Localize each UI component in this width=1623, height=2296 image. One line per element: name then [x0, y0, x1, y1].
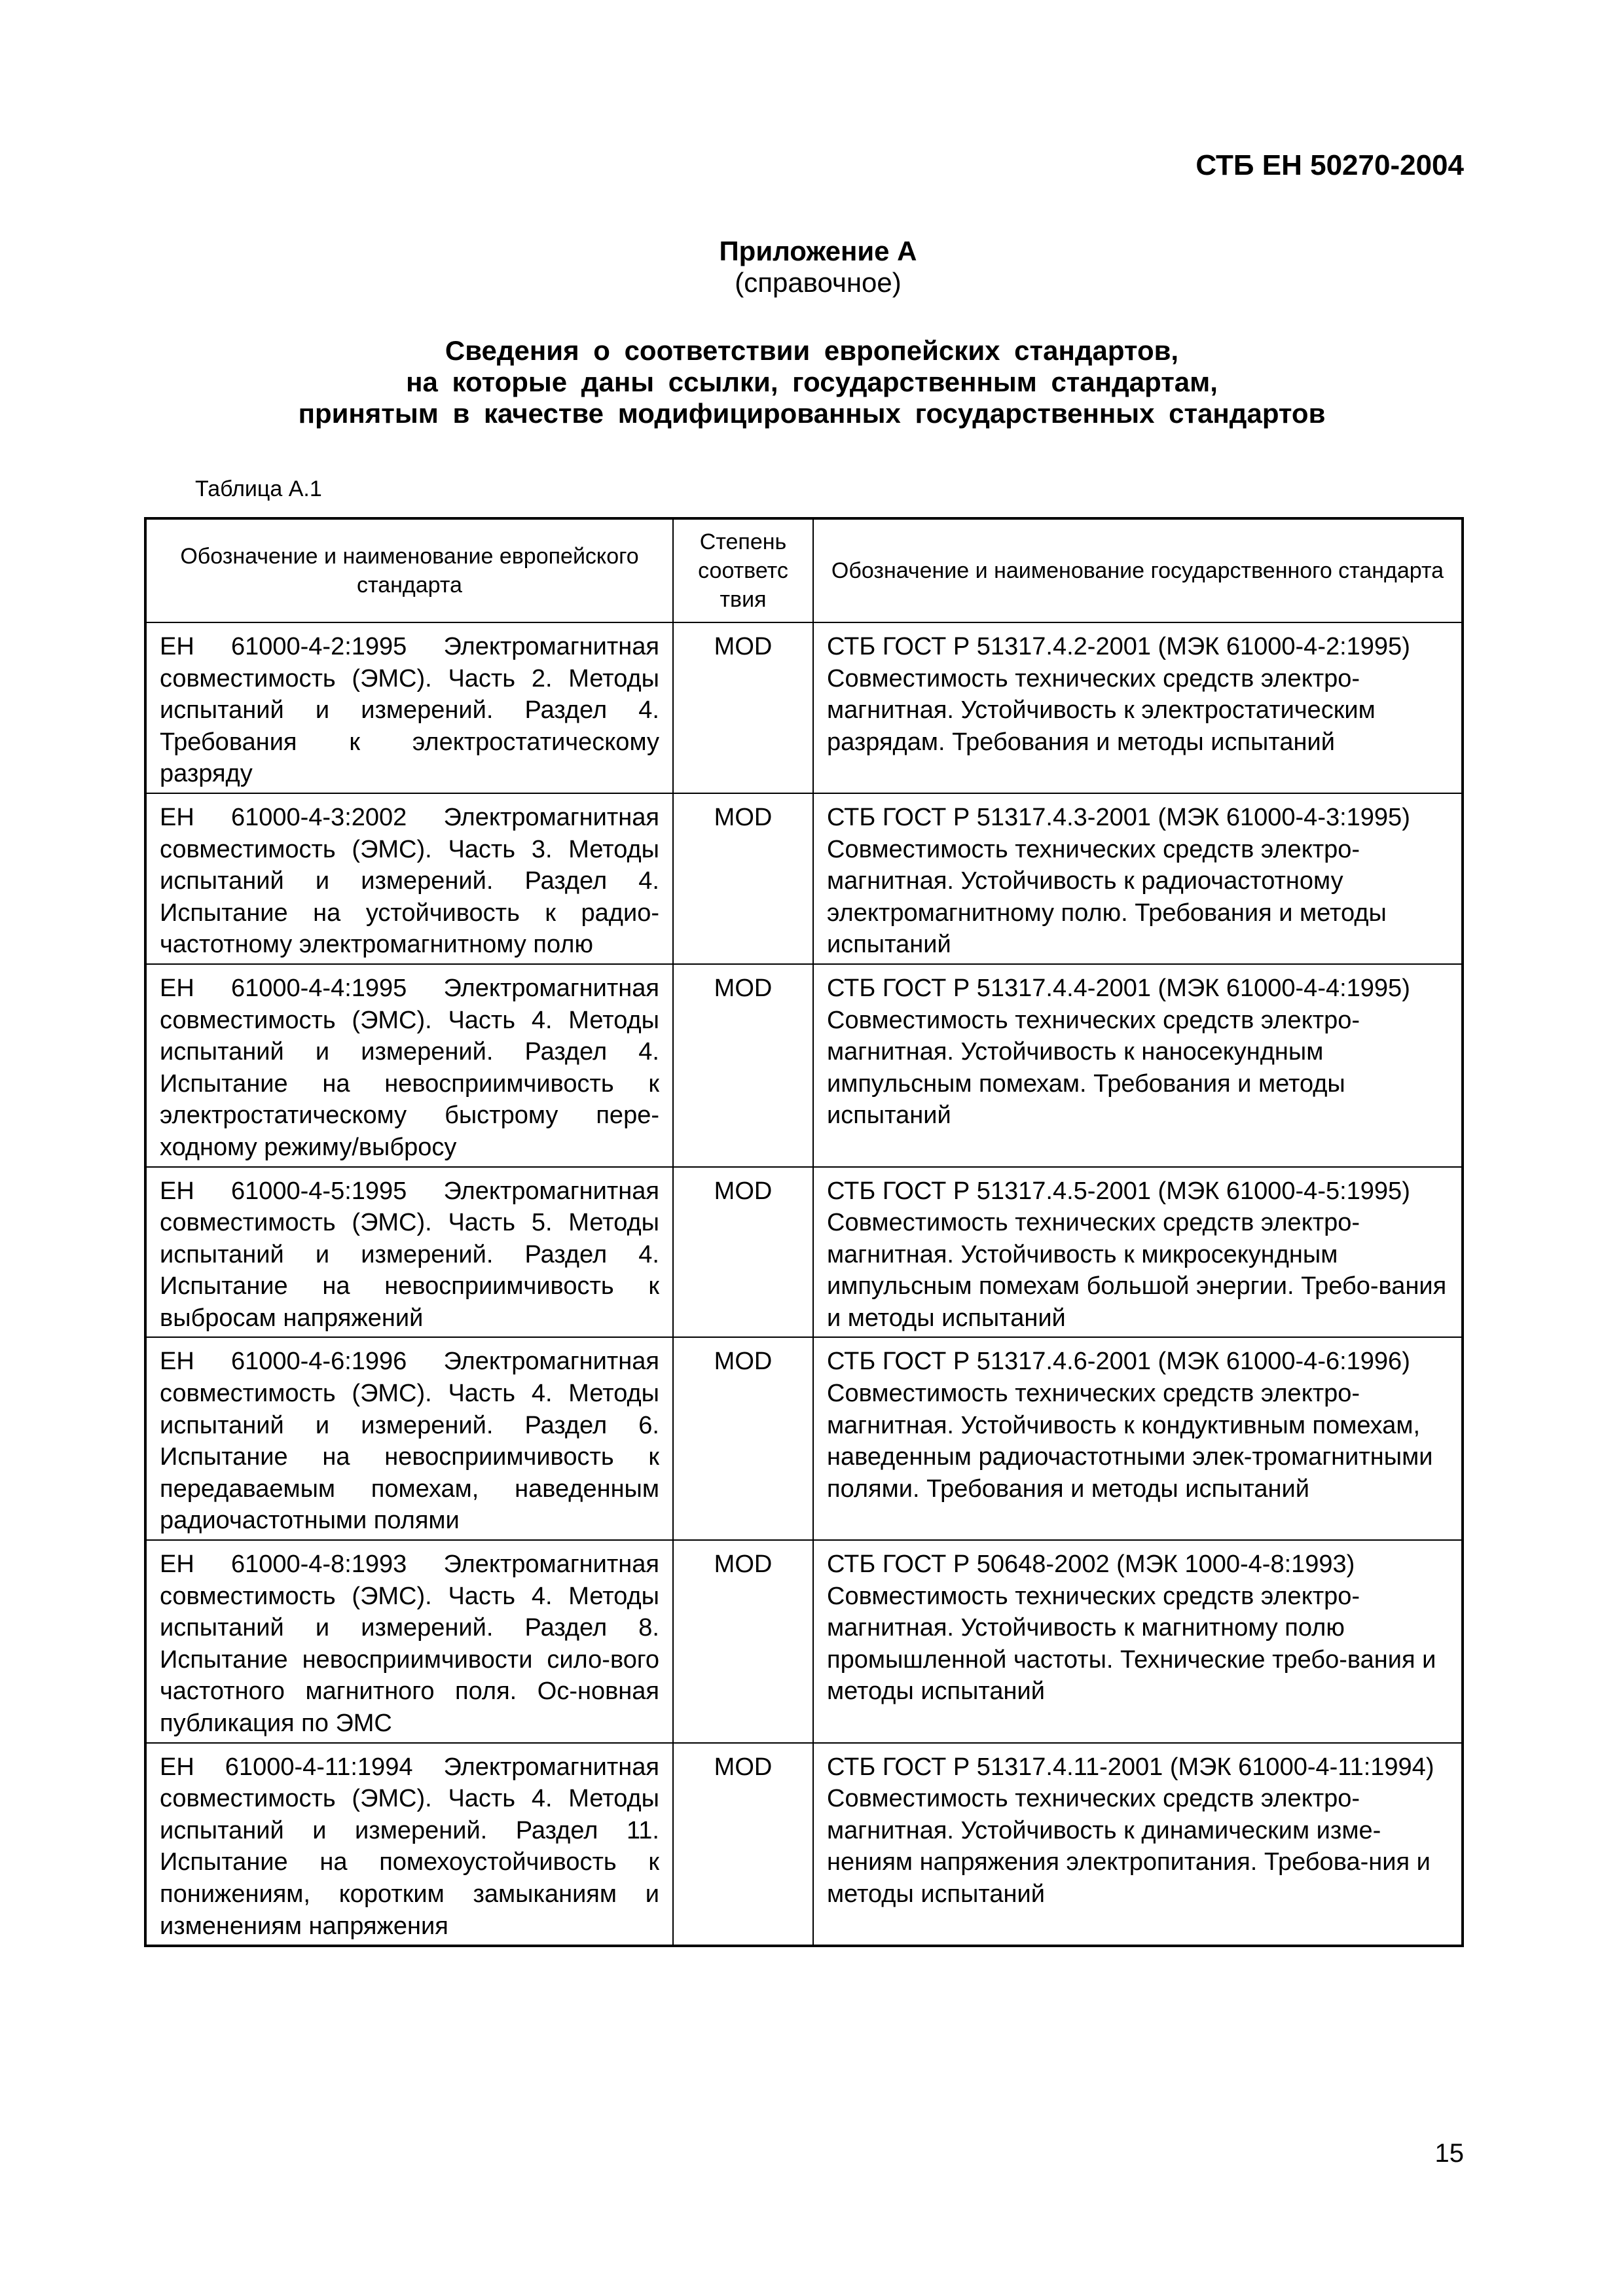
cell-degree: MOD: [673, 964, 813, 1167]
cell-state-standard: СТБ ГОСТ Р 51317.4.2-2001 (МЭК 61000-4-2:1995) Совместимость технических средств электро-магнитная. Устойчивость к электростатическим разрядам. Требования и методы испытаний: [813, 622, 1463, 793]
annex-subtitle: (справочное): [735, 267, 902, 298]
cell-degree: MOD: [673, 622, 813, 793]
table-header-row: [145, 518, 1463, 622]
cell-state-standard: СТБ ГОСТ Р 51317.4.3-2001 (МЭК 61000-4-3:1995) Совместимость технических средств электро-магнитная. Устойчивость к радиочастотному электромагнитному полю. Требования и методы испытаний: [813, 793, 1463, 964]
cell-european-standard: ЕН 61000-4-11:1994 Электромагнитная совместимость (ЭМС). Часть 4. Методы испытаний и измерений. Раздел 11. Испытание на помехоустойчивость к понижениям, коротким замыканиям и изменениям напряжения: [145, 1743, 673, 1946]
heading-line: принятым в качестве модифицированных государственных стандартов: [298, 398, 1326, 429]
table-row: [145, 1743, 1463, 1946]
cell-state-standard: СТБ ГОСТ Р 50648-2002 (МЭК 1000-4-8:1993) Совместимость технических средств электро-магнитная. Устойчивость к магнитному полю промышленной частоты. Технические требо-вания и методы испытаний: [813, 1540, 1463, 1743]
cell-european-standard: ЕН 61000-4-2:1995 Электромагнитная совместимость (ЭМС). Часть 2. Методы испытаний и измерений. Раздел 4. Требования к электростатическому разряду: [145, 622, 673, 793]
cell-degree: MOD: [673, 1540, 813, 1743]
cell-european-standard: ЕН 61000-4-3:2002 Электромагнитная совместимость (ЭМС). Часть 3. Методы испытаний и измерений. Раздел 4. Испытание на устойчивость к радио-частотному электромагнитному полю: [145, 793, 673, 964]
header-state-standard: Обозначение и наименование государственного стандарта: [813, 518, 1463, 622]
cell-state-standard: СТБ ГОСТ Р 51317.4.11-2001 (МЭК 61000-4-11:1994) Совместимость технических средств электро-магнитная. Устойчивость к динамическим изме-нениям напряжения электропитания. Требова-ния и методы испытаний: [813, 1743, 1463, 1946]
cell-european-standard: ЕН 61000-4-4:1995 Электромагнитная совместимость (ЭМС). Часть 4. Методы испытаний и измерений. Раздел 4. Испытание на невосприимчивость к электростатическому быстрому пере-ходному режиму/выбросу: [145, 964, 673, 1167]
cell-degree: MOD: [673, 1167, 813, 1338]
table-row: [145, 964, 1463, 1167]
table-row: [145, 1167, 1463, 1338]
cell-degree: MOD: [673, 793, 813, 964]
table-row: [145, 793, 1463, 964]
table-row: [145, 1337, 1463, 1540]
table-row: [145, 622, 1463, 793]
section-heading: [157, 335, 1467, 429]
heading-line: Сведения о соответствии европейских стандартов,: [445, 335, 1179, 366]
cell-state-standard: СТБ ГОСТ Р 51317.4.4-2001 (МЭК 61000-4-4:1995) Совместимость технических средств электро-магнитная. Устойчивость к наносекундным импульсным помехам. Требования и методы испытаний: [813, 964, 1463, 1167]
header-degree: Степень соответс твия: [673, 518, 813, 622]
correspondence-table: [144, 517, 1464, 1947]
header-european-standard: Обозначение и наименование европейского стандарта: [145, 518, 673, 622]
annex-title: Приложение А: [719, 236, 917, 266]
cell-state-standard: СТБ ГОСТ Р 51317.4.5-2001 (МЭК 61000-4-5:1995) Совместимость технических средств электро-магнитная. Устойчивость к микросекундным импульсным помехам большой энергии. Требо-вания и методы испытаний: [813, 1167, 1463, 1338]
heading-line: на которые даны ссылки, государственным стандартам,: [406, 367, 1218, 397]
table-row: [145, 1540, 1463, 1743]
cell-european-standard: ЕН 61000-4-6:1996 Электромагнитная совместимость (ЭМС). Часть 4. Методы испытаний и измерений. Раздел 6. Испытание на невосприимчивость к передаваемым помехам, наведенным радиочастотными полями: [145, 1337, 673, 1540]
cell-degree: MOD: [673, 1743, 813, 1946]
cell-degree: MOD: [673, 1337, 813, 1540]
cell-state-standard: СТБ ГОСТ Р 51317.4.6-2001 (МЭК 61000-4-6:1996) Совместимость технических средств электро-магнитная. Устойчивость к кондуктивным помехам, наведенным радиочастотными элек-тромагнитными полями. Требования и методы испытаний: [813, 1337, 1463, 1540]
cell-european-standard: ЕН 61000-4-8:1993 Электромагнитная совместимость (ЭМС). Часть 4. Методы испытаний и измерений. Раздел 8. Испытание невосприимчивости сило-вого частотного магнитного поля. Ос-новная публикация по ЭМС: [145, 1540, 673, 1743]
page-number: 15: [1434, 2139, 1464, 2168]
standard-code: СТБ ЕН 50270-2004: [1195, 149, 1464, 181]
cell-european-standard: ЕН 61000-4-5:1995 Электромагнитная совместимость (ЭМС). Часть 5. Методы испытаний и измерений. Раздел 4. Испытание на невосприимчивость к выбросам напряжений: [145, 1167, 673, 1338]
table-caption: Таблица А.1: [195, 476, 322, 501]
